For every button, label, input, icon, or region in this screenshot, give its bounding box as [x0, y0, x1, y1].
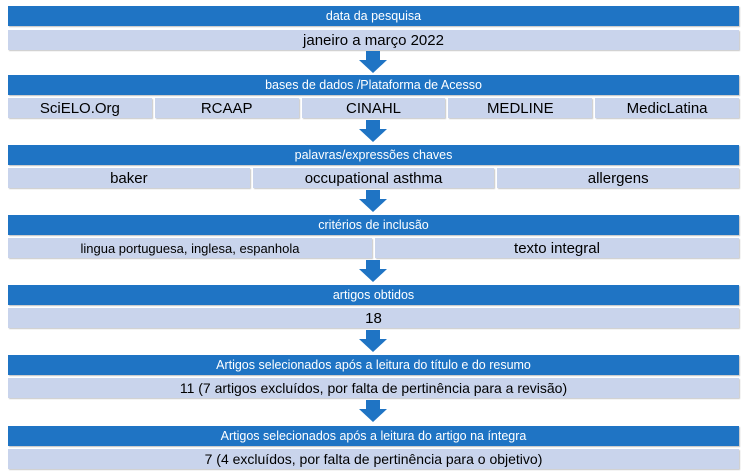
step-2-cell-1: SciELO.Org	[8, 98, 152, 118]
step-2-cell-2: RCAAP	[155, 98, 299, 118]
step-5-cell: 18	[8, 308, 739, 328]
step-2-row	[8, 98, 739, 118]
step-2-cell-5: MedicLatina	[595, 98, 739, 118]
step-3-cell-3: allergens	[497, 168, 739, 188]
step-3-header: palavras/expressões chaves	[8, 145, 739, 165]
arrow-down-icon	[359, 260, 387, 282]
step-4-header: critérios de inclusão	[8, 215, 739, 235]
step-4-cell-1: lingua portuguesa, inglesa, espanhola	[8, 238, 372, 258]
step-7-cell: 7 (4 excluídos, por falta de pertinência para o objetivo)	[8, 449, 739, 469]
step-3-row	[8, 168, 739, 188]
step-3-cell-2: occupational asthma	[253, 168, 495, 188]
step-6-cell: 11 (7 artigos excluídos, por falta de pertinência para a revisão)	[8, 378, 739, 398]
step-4-row	[8, 238, 739, 258]
arrow-down-icon	[359, 51, 387, 73]
step-1-row	[8, 30, 739, 50]
arrow-down-icon	[359, 400, 387, 422]
step-2-cell-4: MEDLINE	[448, 98, 592, 118]
step-7-header: Artigos selecionados após a leitura do artigo na íntegra	[8, 426, 739, 446]
step-1-header: data da pesquisa	[8, 6, 739, 26]
step-2-cell-3: CINAHL	[302, 98, 446, 118]
step-4-cell-2: texto integral	[375, 238, 739, 258]
step-6-row	[8, 378, 739, 398]
arrow-down-icon	[359, 120, 387, 142]
arrow-down-icon	[359, 330, 387, 352]
step-5-header: artigos obtidos	[8, 285, 739, 305]
arrow-down-icon	[359, 190, 387, 212]
step-3-cell-1: baker	[8, 168, 250, 188]
step-5-row	[8, 308, 739, 328]
step-6-header: Artigos selecionados após a leitura do título e do resumo	[8, 355, 739, 375]
step-1-cell: janeiro a março 2022	[8, 30, 739, 50]
step-7-row	[8, 449, 739, 469]
step-2-header: bases de dados /Plataforma de Acesso	[8, 75, 739, 95]
